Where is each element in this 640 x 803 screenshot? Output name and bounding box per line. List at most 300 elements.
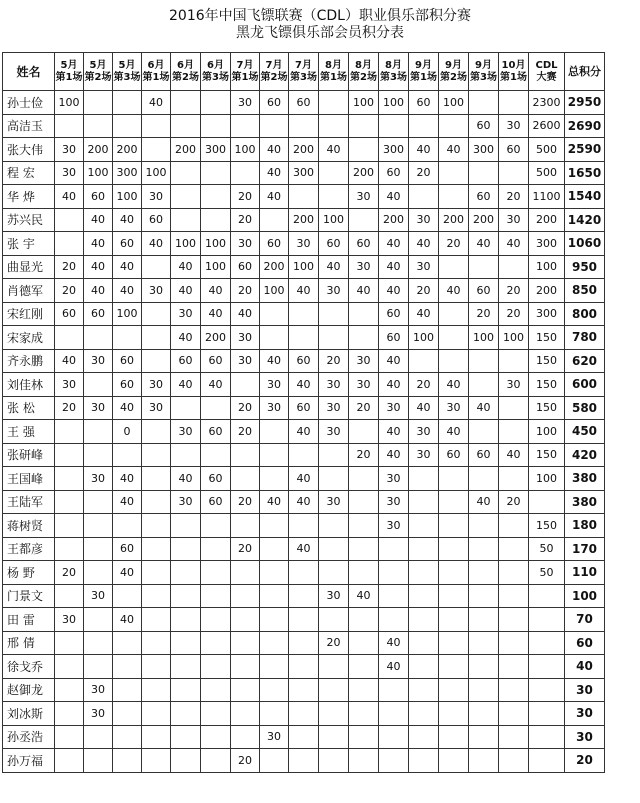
match-score bbox=[499, 584, 529, 608]
total-score: 180 bbox=[565, 514, 605, 538]
match-score: 30 bbox=[84, 396, 113, 420]
match-score: 60 bbox=[469, 443, 499, 467]
total-score: 850 bbox=[565, 279, 605, 303]
header-label-top: 6月 bbox=[177, 59, 194, 71]
match-score bbox=[469, 467, 499, 491]
match-score: 150 bbox=[529, 443, 565, 467]
match-score bbox=[171, 749, 201, 773]
match-score: 40 bbox=[55, 185, 84, 209]
header-label-top: 6月 bbox=[147, 59, 165, 71]
header-label-top: 9月 bbox=[445, 59, 462, 71]
match-score bbox=[469, 91, 499, 115]
total-score: 60 bbox=[565, 631, 605, 655]
match-score: 200 bbox=[201, 326, 231, 350]
match-score bbox=[84, 655, 113, 679]
header-label-bottom: 第1场 bbox=[320, 71, 347, 83]
match-score: 300 bbox=[379, 138, 409, 162]
header-label-top: 姓名 bbox=[16, 64, 41, 79]
match-score: 40 bbox=[84, 208, 113, 232]
match-score: 40 bbox=[379, 349, 409, 373]
match-score: 20 bbox=[231, 749, 260, 773]
header-label-top: 6月 bbox=[207, 59, 224, 71]
match-score: 30 bbox=[379, 514, 409, 538]
match-score bbox=[171, 678, 201, 702]
match-score bbox=[171, 161, 201, 185]
match-score bbox=[289, 608, 319, 632]
match-score: 60 bbox=[469, 185, 499, 209]
match-score: 60 bbox=[499, 138, 529, 162]
match-score bbox=[439, 185, 469, 209]
match-score: 40 bbox=[171, 467, 201, 491]
header-match bbox=[231, 53, 260, 91]
match-score bbox=[84, 608, 113, 632]
match-score bbox=[499, 655, 529, 679]
match-score bbox=[289, 514, 319, 538]
match-score bbox=[201, 396, 231, 420]
match-score bbox=[289, 443, 319, 467]
table-row bbox=[3, 608, 605, 632]
match-score: 100 bbox=[142, 161, 171, 185]
match-score bbox=[55, 584, 84, 608]
table-row bbox=[3, 255, 605, 279]
match-score: 30 bbox=[84, 584, 113, 608]
match-score bbox=[319, 561, 349, 585]
match-score: 30 bbox=[55, 608, 84, 632]
match-score: 40 bbox=[113, 396, 142, 420]
match-score bbox=[349, 749, 379, 773]
match-score bbox=[379, 114, 409, 138]
match-score: 40 bbox=[113, 608, 142, 632]
match-score bbox=[171, 631, 201, 655]
member-name: 王陆军 bbox=[3, 490, 55, 514]
match-score: 20 bbox=[499, 185, 529, 209]
match-score: 100 bbox=[409, 326, 439, 350]
header-match bbox=[171, 53, 201, 91]
match-score: 40 bbox=[113, 279, 142, 303]
table-row bbox=[3, 232, 605, 256]
match-score: 200 bbox=[84, 138, 113, 162]
match-score: 30 bbox=[409, 420, 439, 444]
match-score: 100 bbox=[55, 91, 84, 115]
match-score: 40 bbox=[260, 349, 289, 373]
header-label-bottom: 第1场 bbox=[142, 71, 170, 83]
member-name: 杨 野 bbox=[3, 561, 55, 585]
match-score bbox=[201, 725, 231, 749]
match-score bbox=[260, 678, 289, 702]
member-name: 刘冰斯 bbox=[3, 702, 55, 726]
match-score bbox=[113, 702, 142, 726]
match-score bbox=[84, 561, 113, 585]
match-score: 40 bbox=[289, 420, 319, 444]
match-score: 30 bbox=[231, 349, 260, 373]
match-score bbox=[142, 467, 171, 491]
match-score bbox=[499, 420, 529, 444]
match-score bbox=[201, 561, 231, 585]
match-score bbox=[349, 678, 379, 702]
member-name: 邢 倩 bbox=[3, 631, 55, 655]
header-match bbox=[469, 53, 499, 91]
table-row bbox=[3, 443, 605, 467]
header-label-top: 8月 bbox=[355, 59, 372, 71]
total-score: 600 bbox=[565, 373, 605, 397]
match-score bbox=[319, 725, 349, 749]
match-score: 40 bbox=[319, 255, 349, 279]
match-score: 20 bbox=[231, 185, 260, 209]
match-score: 30 bbox=[409, 255, 439, 279]
header-match bbox=[201, 53, 231, 91]
match-score bbox=[84, 514, 113, 538]
match-score bbox=[171, 514, 201, 538]
match-score: 100 bbox=[171, 232, 201, 256]
match-score: 300 bbox=[469, 138, 499, 162]
match-score bbox=[469, 420, 499, 444]
match-score bbox=[499, 467, 529, 491]
match-score: 60 bbox=[113, 537, 142, 561]
match-score: 300 bbox=[529, 302, 565, 326]
match-score: 40 bbox=[349, 279, 379, 303]
match-score bbox=[84, 537, 113, 561]
match-score bbox=[142, 749, 171, 773]
table-row bbox=[3, 302, 605, 326]
match-score bbox=[171, 584, 201, 608]
header-label-bottom: 第2场 bbox=[84, 71, 112, 83]
match-score: 30 bbox=[84, 702, 113, 726]
match-score bbox=[499, 608, 529, 632]
match-score bbox=[439, 114, 469, 138]
header-label-bottom: 第1场 bbox=[500, 71, 527, 83]
match-score bbox=[319, 537, 349, 561]
match-score bbox=[171, 608, 201, 632]
total-score: 30 bbox=[565, 678, 605, 702]
header-match bbox=[55, 53, 84, 91]
match-score: 20 bbox=[55, 396, 84, 420]
match-score bbox=[289, 185, 319, 209]
match-score: 40 bbox=[201, 302, 231, 326]
member-name: 门景文 bbox=[3, 584, 55, 608]
member-name: 苏兴民 bbox=[3, 208, 55, 232]
match-score: 200 bbox=[113, 138, 142, 162]
match-score: 40 bbox=[469, 232, 499, 256]
match-score bbox=[231, 608, 260, 632]
table-row bbox=[3, 185, 605, 209]
match-score bbox=[231, 631, 260, 655]
match-score bbox=[260, 420, 289, 444]
member-name: 宋红刚 bbox=[3, 302, 55, 326]
match-score bbox=[231, 467, 260, 491]
match-score bbox=[469, 584, 499, 608]
table-row bbox=[3, 561, 605, 585]
match-score bbox=[349, 420, 379, 444]
match-score bbox=[171, 702, 201, 726]
match-score: 60 bbox=[260, 232, 289, 256]
match-score: 30 bbox=[319, 490, 349, 514]
match-score bbox=[499, 91, 529, 115]
match-score: 40 bbox=[171, 373, 201, 397]
table-row bbox=[3, 749, 605, 773]
match-score: 30 bbox=[349, 185, 379, 209]
header-label-bottom: 大赛 bbox=[536, 71, 557, 83]
match-score bbox=[113, 749, 142, 773]
match-score bbox=[499, 537, 529, 561]
match-score bbox=[319, 326, 349, 350]
match-score: 40 bbox=[260, 161, 289, 185]
match-score: 30 bbox=[142, 279, 171, 303]
match-score: 30 bbox=[142, 185, 171, 209]
match-score bbox=[319, 91, 349, 115]
header-match bbox=[439, 53, 469, 91]
match-score bbox=[499, 349, 529, 373]
match-score: 40 bbox=[171, 279, 201, 303]
match-score: 40 bbox=[289, 279, 319, 303]
member-name: 张大伟 bbox=[3, 138, 55, 162]
match-score: 100 bbox=[529, 467, 565, 491]
match-score: 60 bbox=[439, 443, 469, 467]
match-score: 30 bbox=[171, 490, 201, 514]
table-row bbox=[3, 138, 605, 162]
match-score: 30 bbox=[171, 302, 201, 326]
match-score: 100 bbox=[439, 91, 469, 115]
member-name: 孙士俭 bbox=[3, 91, 55, 115]
match-score bbox=[142, 537, 171, 561]
match-score: 100 bbox=[349, 91, 379, 115]
match-score: 30 bbox=[260, 725, 289, 749]
total-score: 30 bbox=[565, 702, 605, 726]
match-score bbox=[469, 161, 499, 185]
match-score: 100 bbox=[84, 161, 113, 185]
match-score bbox=[529, 584, 565, 608]
match-score bbox=[260, 655, 289, 679]
match-score: 40 bbox=[260, 185, 289, 209]
header-label-top: 5月 bbox=[118, 59, 136, 71]
match-score bbox=[142, 608, 171, 632]
match-score bbox=[231, 655, 260, 679]
match-score: 100 bbox=[201, 255, 231, 279]
match-score: 30 bbox=[439, 396, 469, 420]
table-row bbox=[3, 208, 605, 232]
match-score bbox=[439, 255, 469, 279]
match-score bbox=[469, 631, 499, 655]
total-score: 170 bbox=[565, 537, 605, 561]
match-score bbox=[260, 608, 289, 632]
match-score bbox=[260, 584, 289, 608]
header-match bbox=[260, 53, 289, 91]
match-score bbox=[349, 302, 379, 326]
match-score bbox=[113, 678, 142, 702]
match-score bbox=[289, 702, 319, 726]
header-match bbox=[113, 53, 142, 91]
match-score bbox=[231, 584, 260, 608]
match-score: 30 bbox=[319, 420, 349, 444]
match-score: 20 bbox=[231, 208, 260, 232]
match-score bbox=[529, 490, 565, 514]
match-score: 20 bbox=[55, 561, 84, 585]
match-score bbox=[349, 702, 379, 726]
header-label-bottom: 第1场 bbox=[55, 71, 83, 83]
total-score: 380 bbox=[565, 490, 605, 514]
match-score: 30 bbox=[55, 138, 84, 162]
table-row bbox=[3, 114, 605, 138]
match-score bbox=[379, 561, 409, 585]
match-score: 60 bbox=[171, 349, 201, 373]
match-score bbox=[439, 302, 469, 326]
match-score bbox=[142, 326, 171, 350]
match-score bbox=[409, 490, 439, 514]
match-score bbox=[201, 608, 231, 632]
match-score bbox=[260, 537, 289, 561]
match-score: 60 bbox=[113, 349, 142, 373]
match-score: 40 bbox=[113, 467, 142, 491]
match-score: 200 bbox=[379, 208, 409, 232]
match-score bbox=[289, 678, 319, 702]
match-score: 60 bbox=[113, 373, 142, 397]
match-score bbox=[142, 678, 171, 702]
match-score bbox=[113, 514, 142, 538]
match-score: 40 bbox=[260, 138, 289, 162]
match-score bbox=[529, 678, 565, 702]
match-score bbox=[379, 608, 409, 632]
match-score: 60 bbox=[379, 302, 409, 326]
match-score bbox=[469, 561, 499, 585]
match-score: 150 bbox=[529, 396, 565, 420]
match-score: 100 bbox=[529, 255, 565, 279]
match-score bbox=[55, 420, 84, 444]
match-score: 20 bbox=[231, 396, 260, 420]
match-score bbox=[231, 702, 260, 726]
match-score: 20 bbox=[499, 279, 529, 303]
match-score: 30 bbox=[379, 396, 409, 420]
match-score bbox=[142, 561, 171, 585]
match-score: 40 bbox=[379, 655, 409, 679]
match-score: 40 bbox=[113, 208, 142, 232]
member-name: 肖德军 bbox=[3, 279, 55, 303]
match-score bbox=[349, 467, 379, 491]
match-score bbox=[201, 91, 231, 115]
table-row bbox=[3, 631, 605, 655]
match-score bbox=[201, 749, 231, 773]
header-label-bottom: 第3场 bbox=[113, 71, 141, 83]
match-score bbox=[349, 631, 379, 655]
header-match bbox=[319, 53, 349, 91]
match-score: 30 bbox=[379, 467, 409, 491]
match-score bbox=[319, 467, 349, 491]
match-score bbox=[469, 725, 499, 749]
header-label-top: 总积分 bbox=[568, 64, 601, 78]
match-score bbox=[349, 490, 379, 514]
match-score bbox=[289, 326, 319, 350]
match-score bbox=[142, 114, 171, 138]
match-score bbox=[201, 443, 231, 467]
match-score: 50 bbox=[529, 537, 565, 561]
table-row bbox=[3, 490, 605, 514]
match-score bbox=[84, 326, 113, 350]
match-score bbox=[55, 514, 84, 538]
score-table bbox=[2, 52, 605, 773]
header-label-top: 7月 bbox=[236, 59, 254, 71]
match-score: 150 bbox=[529, 514, 565, 538]
match-score bbox=[379, 725, 409, 749]
match-score: 100 bbox=[201, 232, 231, 256]
match-score bbox=[469, 702, 499, 726]
match-score bbox=[529, 749, 565, 773]
match-score bbox=[379, 678, 409, 702]
match-score: 40 bbox=[499, 232, 529, 256]
match-score: 40 bbox=[379, 232, 409, 256]
match-score bbox=[319, 185, 349, 209]
header-match bbox=[499, 53, 529, 91]
match-score: 200 bbox=[289, 138, 319, 162]
match-score bbox=[201, 161, 231, 185]
match-score bbox=[55, 443, 84, 467]
match-score bbox=[289, 302, 319, 326]
match-score: 20 bbox=[409, 373, 439, 397]
header-match bbox=[84, 53, 113, 91]
match-score bbox=[55, 490, 84, 514]
match-score: 100 bbox=[469, 326, 499, 350]
match-score: 30 bbox=[231, 91, 260, 115]
match-score: 40 bbox=[379, 631, 409, 655]
table-row bbox=[3, 537, 605, 561]
match-score bbox=[499, 678, 529, 702]
match-score: 30 bbox=[409, 208, 439, 232]
match-score: 500 bbox=[529, 138, 565, 162]
match-score: 40 bbox=[439, 138, 469, 162]
match-score: 30 bbox=[142, 373, 171, 397]
total-score: 2950 bbox=[565, 91, 605, 115]
header-name bbox=[3, 53, 55, 91]
match-score bbox=[142, 443, 171, 467]
match-score bbox=[349, 326, 379, 350]
match-score: 300 bbox=[201, 138, 231, 162]
match-score bbox=[409, 537, 439, 561]
table-row bbox=[3, 420, 605, 444]
total-score: 380 bbox=[565, 467, 605, 491]
match-score: 200 bbox=[529, 208, 565, 232]
match-score: 20 bbox=[231, 279, 260, 303]
table-row bbox=[3, 678, 605, 702]
header-match bbox=[289, 53, 319, 91]
match-score bbox=[289, 631, 319, 655]
match-score: 30 bbox=[289, 232, 319, 256]
match-score: 40 bbox=[379, 185, 409, 209]
match-score: 100 bbox=[499, 326, 529, 350]
member-name: 曲显光 bbox=[3, 255, 55, 279]
match-score bbox=[439, 514, 469, 538]
member-name: 高洁玉 bbox=[3, 114, 55, 138]
match-score bbox=[469, 373, 499, 397]
match-score: 40 bbox=[409, 232, 439, 256]
match-score bbox=[439, 725, 469, 749]
match-score bbox=[349, 655, 379, 679]
match-score bbox=[113, 114, 142, 138]
match-score bbox=[201, 584, 231, 608]
header-match bbox=[142, 53, 171, 91]
match-score: 30 bbox=[231, 232, 260, 256]
match-score: 40 bbox=[379, 255, 409, 279]
match-score bbox=[142, 702, 171, 726]
match-score: 40 bbox=[379, 279, 409, 303]
match-score bbox=[260, 208, 289, 232]
header-label-bottom: 第2场 bbox=[350, 71, 377, 83]
match-score bbox=[55, 678, 84, 702]
header-label-bottom: 第2场 bbox=[260, 71, 288, 83]
match-score bbox=[55, 208, 84, 232]
match-score: 40 bbox=[55, 349, 84, 373]
member-name: 张 松 bbox=[3, 396, 55, 420]
match-score: 40 bbox=[84, 232, 113, 256]
header-label-top: 9月 bbox=[415, 59, 432, 71]
match-score bbox=[260, 443, 289, 467]
match-score bbox=[142, 725, 171, 749]
